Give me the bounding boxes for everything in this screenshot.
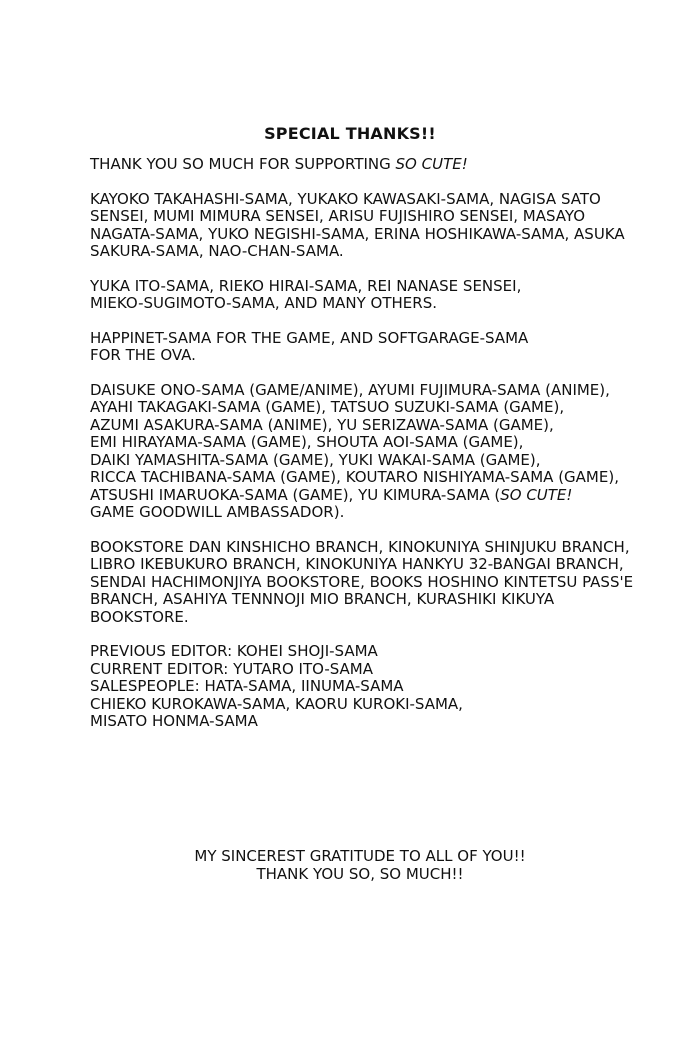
closing-line-2: THANK YOU SO, SO MUCH!! (256, 864, 464, 883)
intro-text: THANK YOU SO MUCH FOR SUPPORTING (90, 155, 396, 173)
series-title-inline: SO CUTE! (500, 485, 573, 504)
series-title: SO CUTE! (395, 155, 468, 173)
voice-cast-text-end: GAME GOODWILL AMBASSADOR). (90, 503, 345, 521)
closing-line-1: MY SINCEREST GRATITUDE TO ALL OF YOU!! (194, 847, 526, 865)
voice-cast-paragraph (90, 382, 680, 522)
page-title: SPECIAL THANKS!! (264, 124, 436, 143)
thanks-paragraph-1: KAYOKO TAKAHASHI-SAMA, YUKAKO KAWASAKI-SAMA, NAGISA SATO SENSEI, MUMI MIMURA SENSEI, ARISU FUJISHIRO SENSEI, MASAYO NAGATA-SAMA, YUKO NEGISHI-SAMA, ERINA HOSHIKAWA-SAMA, ASUKA SAKURA-SAMA, NAO-CHAN-SAMA. (90, 189, 625, 260)
intro-paragraph (90, 156, 680, 174)
bookstores-paragraph: BOOKSTORE DAN KINSHICHO BRANCH, KINOKUNIYA SHINJUKU BRANCH, LIBRO IKEBUKURO BRANCH, KINOKUNIYA HANKYU 32-BANGAI BRANCH, SENDAI HACHIMONJIYA BOOKSTORE, BOOKS HOSHINO KINTETSU PASS'E BRANCH, ASAHIYA TENNNOJI MIO BRANCH, KURASHIKI KIKUYA BOOKSTORE. (90, 537, 634, 626)
editors-paragraph: PREVIOUS EDITOR: KOHEI SHOJI-SAMA CURRENT EDITOR: YUTARO ITO-SAMA SALESPEOPLE: HATA-SAMA, IINUMA-SAMA CHIEKO KUROKAWA-SAMA, KAORU KUROKI-SAMA, MISATO HONMA-SAMA (90, 642, 463, 730)
voice-cast-text: DAISUKE ONO-SAMA (GAME/ANIME), AYUMI FUJIMURA-SAMA (ANIME), AYAHI TAKAGAKI-SAMA (GAME), TATSUO SUZUKI-SAMA (GAME), AZUMI ASAKURA-SAMA (ANIME), YU SERIZAWA-SAMA (GAME), EMI HIRAYAMA-SAMA (GAME), SHOUTA AOI-SAMA (GAME), DAIKI YAMASHITA-SAMA (GAME), YUKI WAKAI-SAMA (GAME), RICCA TACHIBANA-SAMA (GAME), KOUTARO NISHIYAMA-SAMA (GAME), ATSUSHI IMARUOKA-SAMA (GAME), YU KIMURA-SAMA ( (90, 380, 619, 504)
thanks-paragraph-3: HAPPINET-SAMA FOR THE GAME, AND SOFTGARAGE-SAMA FOR THE OVA. (90, 328, 529, 364)
thanks-paragraph-2: YUKA ITO-SAMA, RIEKO HIRAI-SAMA, REI NANASE SENSEI, MIEKO-SUGIMOTO-SAMA, AND MANY OTHERS. (90, 276, 522, 312)
closing-message (0, 848, 700, 883)
thanks-body (90, 156, 680, 731)
